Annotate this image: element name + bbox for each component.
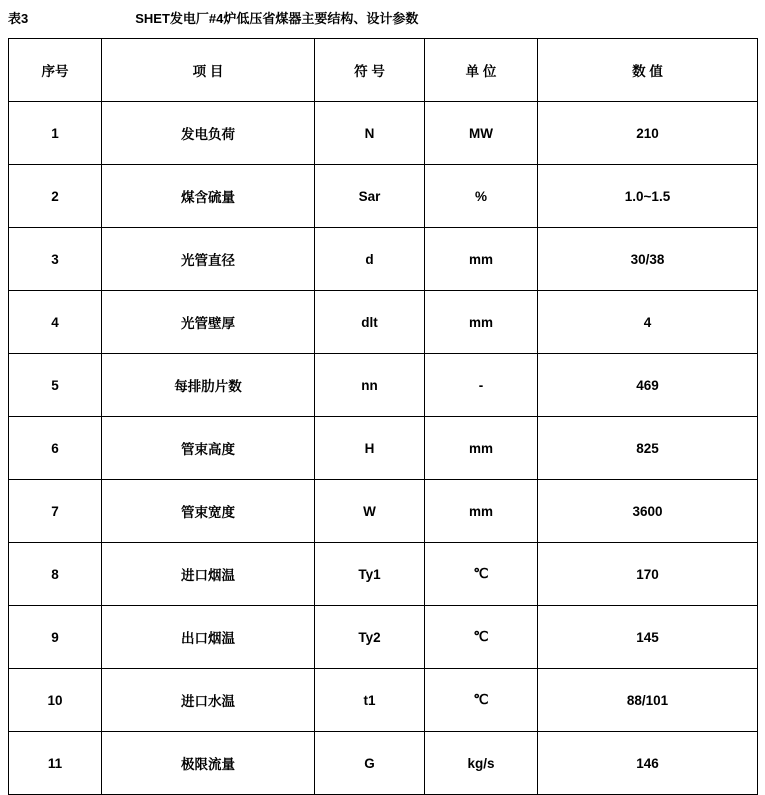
column-header-no: 序号 (9, 39, 102, 102)
cell-unit: kg/s (425, 732, 538, 795)
cell-unit: mm (425, 417, 538, 480)
column-header-item: 项 目 (102, 39, 315, 102)
cell-value: 210 (538, 102, 758, 165)
cell-item: 极限流量 (102, 732, 315, 795)
table-caption-label: 表3 (8, 11, 29, 26)
cell-item: 进口烟温 (102, 543, 315, 606)
cell-unit: mm (425, 291, 538, 354)
cell-no: 9 (9, 606, 102, 669)
table-row (9, 417, 758, 480)
table-row (9, 165, 758, 228)
cell-no: 10 (9, 669, 102, 732)
cell-no: 4 (9, 291, 102, 354)
cell-value: 4 (538, 291, 758, 354)
cell-value: 3600 (538, 480, 758, 543)
cell-unit: - (425, 354, 538, 417)
cell-symbol: dlt (315, 291, 425, 354)
cell-item: 发电负荷 (102, 102, 315, 165)
cell-symbol: nn (315, 354, 425, 417)
parameters-table (8, 38, 758, 795)
table-row (9, 102, 758, 165)
table-row (9, 354, 758, 417)
cell-value: 170 (538, 543, 758, 606)
cell-value: 30/38 (538, 228, 758, 291)
cell-no: 6 (9, 417, 102, 480)
cell-symbol: Sar (315, 165, 425, 228)
column-header-unit: 单 位 (425, 39, 538, 102)
cell-value: 145 (538, 606, 758, 669)
table-row (9, 606, 758, 669)
cell-value: 88/101 (538, 669, 758, 732)
table-row (9, 543, 758, 606)
cell-symbol: d (315, 228, 425, 291)
cell-unit: ℃ (425, 669, 538, 732)
cell-item: 管束宽度 (102, 480, 315, 543)
cell-item: 光管壁厚 (102, 291, 315, 354)
table-row (9, 228, 758, 291)
cell-value: 146 (538, 732, 758, 795)
cell-symbol: N (315, 102, 425, 165)
column-header-value: 数 值 (538, 39, 758, 102)
cell-symbol: Ty2 (315, 606, 425, 669)
table-header-row (9, 39, 758, 102)
cell-item: 出口烟温 (102, 606, 315, 669)
cell-item: 管束高度 (102, 417, 315, 480)
cell-unit: MW (425, 102, 538, 165)
cell-no: 7 (9, 480, 102, 543)
cell-symbol: W (315, 480, 425, 543)
cell-no: 3 (9, 228, 102, 291)
cell-symbol: G (315, 732, 425, 795)
cell-unit: mm (425, 228, 538, 291)
cell-unit: mm (425, 480, 538, 543)
cell-value: 825 (538, 417, 758, 480)
table-row (9, 480, 758, 543)
cell-item: 煤含硫量 (102, 165, 315, 228)
cell-no: 11 (9, 732, 102, 795)
cell-item: 进口水温 (102, 669, 315, 732)
cell-item: 每排肋片数 (102, 354, 315, 417)
cell-symbol: t1 (315, 669, 425, 732)
cell-no: 8 (9, 543, 102, 606)
column-header-symbol: 符 号 (315, 39, 425, 102)
cell-symbol: Ty1 (315, 543, 425, 606)
cell-no: 5 (9, 354, 102, 417)
cell-no: 2 (9, 165, 102, 228)
cell-value: 1.0~1.5 (538, 165, 758, 228)
table-row (9, 669, 758, 732)
cell-unit: ℃ (425, 606, 538, 669)
table-caption (0, 0, 765, 27)
table-caption-title: SHET发电厂#4炉低压省煤器主要结构、设计参数 (135, 11, 419, 26)
cell-value: 469 (538, 354, 758, 417)
table-row (9, 732, 758, 795)
cell-unit: ℃ (425, 543, 538, 606)
cell-no: 1 (9, 102, 102, 165)
cell-symbol: H (315, 417, 425, 480)
table-body (9, 102, 758, 795)
cell-item: 光管直径 (102, 228, 315, 291)
cell-unit: % (425, 165, 538, 228)
table-row (9, 291, 758, 354)
